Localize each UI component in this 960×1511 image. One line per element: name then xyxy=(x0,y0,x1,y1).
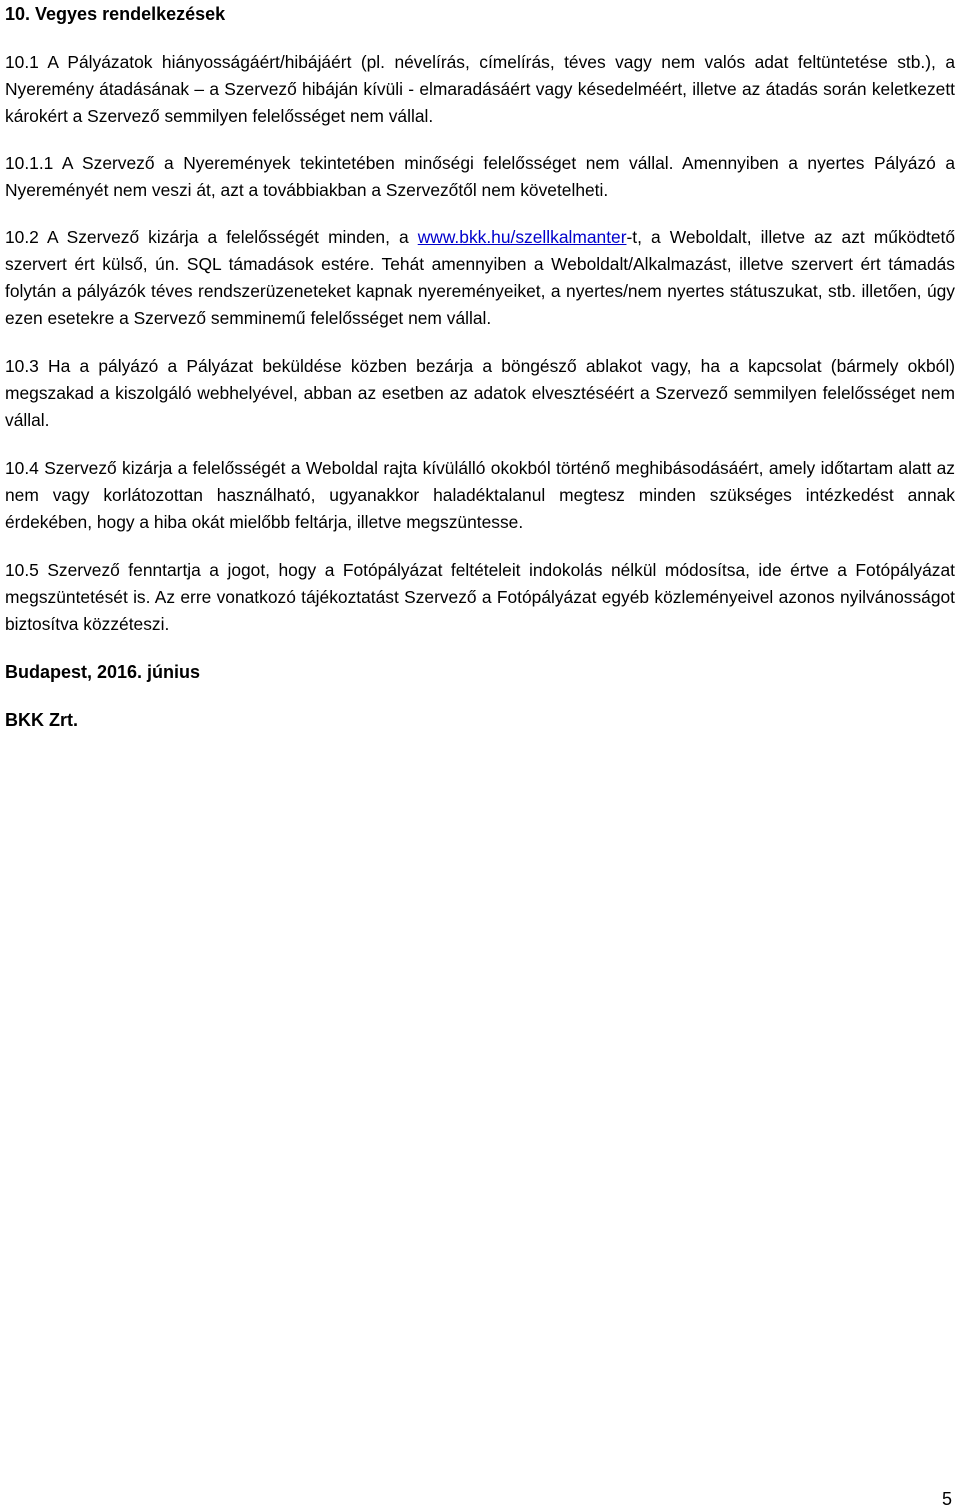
paragraph-10-2-text-before: 10.2 A Szervező kizárja a felelősségét minden, a xyxy=(5,227,418,247)
paragraph-10-4: 10.4 Szervező kizárja a felelősségét a Weboldal rajta kívülálló okokból történő meghibásodásáért, amely időtartam alatt az nem vagy korlátozottan használható, ugyanakkor haladéktalanul megtesz minden szükséges intézkedést annak érdekében, hogy a hiba okát mielőbb feltárja, illetve megszüntesse. xyxy=(5,458,955,532)
section-heading: 10. Vegyes rendelkezések xyxy=(5,4,226,24)
document-page xyxy=(5,0,955,732)
signature-organization: BKK Zrt. xyxy=(5,710,78,730)
paragraph-10-1-1: 10.1.1 A Szervező a Nyeremények tekintetében minőségi felelősséget nem vállal. Amennyiben a nyertes Pályázó a Nyereményét nem veszi át, azt a továbbiakban a Szervezőtől nem követelheti. xyxy=(5,153,955,200)
paragraph-10-2 xyxy=(5,224,955,332)
paragraph-10-1: 10.1 A Pályázatok hiányosságáért/hibájáért (pl. névelírás, címelírás, téves vagy nem valós adat feltüntetése stb.), a Nyeremény átadásának – a Szervező hibáján kívüli - elmaradásáért vagy késedelméért, illetve az átadás során keletkezett károkért a Szervező semmilyen felelősséget nem vállal. xyxy=(5,52,955,126)
paragraph-10-5: 10.5 Szervező fenntartja a jogot, hogy a Fotópályázat feltételeit indokolás nélkül módosítsa, ide értve a Fotópályázat megszüntetését is. Az erre vonatkozó tájékoztatást Szervező a Fotópályázat egyéb közleményeivel azonos nyilvánosságot biztosítva közzéteszi. xyxy=(5,560,955,634)
paragraph-10-2-text-after: -t, a Weboldalt, illetve az azt működtető szervert ért külső, ún. SQL támadások estére. Tehát amennyiben a Weboldalt/Alkalmazást, illetve szervert ért támadás folytán a pályázók téves rendszerüzeneteket kapnak nyereményeiket, a nyertes/nem nyertes státuszukat, stb. illetően, úgy ezen esetekre a Szervező semminemű felelősséget nem vállal. xyxy=(5,227,956,328)
szellkalmanter-link[interactable]: www.bkk.hu/szellkalmanter xyxy=(417,227,627,247)
page-number: 5 xyxy=(941,1489,952,1509)
paragraph-10-3: 10.3 Ha a pályázó a Pályázat beküldése közben bezárja a böngésző ablakot vagy, ha a kapcsolat (bármely okból) megszakad a kiszolgáló webhelyével, abban az esetben az adatok elvesztéséért a Szervező semmilyen felelősséget nem vállal. xyxy=(5,356,955,430)
signature-date: Budapest, 2016. június xyxy=(5,662,201,682)
